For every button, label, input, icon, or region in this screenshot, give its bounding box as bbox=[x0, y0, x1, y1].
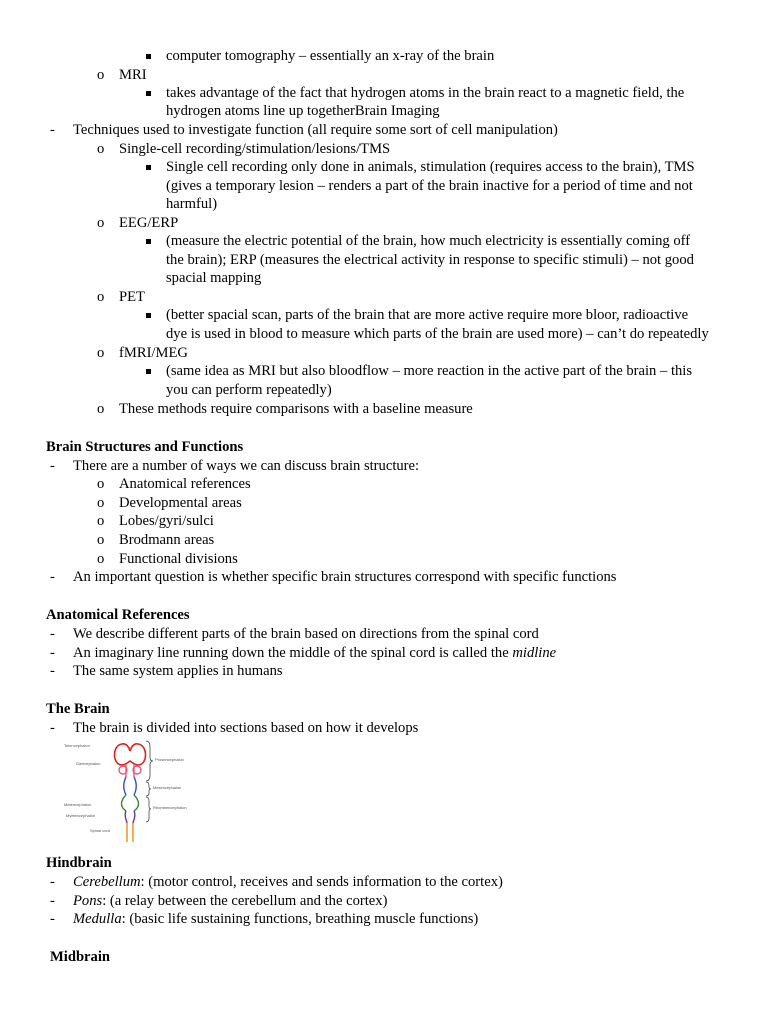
dash-bullet: - bbox=[50, 645, 55, 661]
diencephalon-label: Diencephalon bbox=[76, 761, 101, 766]
structure-item: Brodmann areas bbox=[119, 532, 215, 548]
circle-bullet: o bbox=[97, 476, 105, 492]
circle-bullet: o bbox=[97, 289, 105, 305]
brain-line-1: The brain is divided into sections based on how it develops bbox=[73, 720, 419, 736]
structures-question: An important question is whether specific brain structures correspond with specific functions bbox=[73, 569, 617, 585]
structures-heading: Brain Structures and Functions bbox=[46, 439, 244, 455]
structure-item: Lobes/gyri/sulci bbox=[119, 513, 214, 529]
dash-bullet: - bbox=[50, 874, 55, 890]
scr-text-2: (gives a temporary lesion – renders a part of the brain inactive for a period of time and not bbox=[166, 178, 693, 194]
eeg-label: EEG/ERP bbox=[119, 215, 179, 231]
telencephalon-shape bbox=[115, 744, 146, 765]
rhombencephalon-label: Rhombencephalon bbox=[153, 805, 187, 810]
square-bullet bbox=[146, 91, 151, 96]
brain-heading: The Brain bbox=[46, 701, 110, 717]
circle-bullet: o bbox=[97, 141, 105, 157]
scr-text-3: harmful) bbox=[166, 196, 218, 212]
pons-line bbox=[73, 892, 387, 910]
circle-bullet: o bbox=[97, 345, 105, 361]
myelencephalon-label: Myelencephalon bbox=[66, 813, 96, 818]
dash-bullet: - bbox=[50, 458, 55, 474]
spinal-cord-shape bbox=[127, 823, 133, 842]
brain-development-diagram bbox=[60, 739, 230, 844]
rhombencephalon-brace bbox=[146, 797, 151, 822]
dash-bullet: - bbox=[50, 626, 55, 642]
dash-bullet: - bbox=[50, 911, 55, 927]
structure-item: Functional divisions bbox=[119, 551, 238, 567]
myelencephalon-shape bbox=[125, 811, 135, 823]
cerebellum-term: Cerebellum bbox=[73, 874, 141, 890]
anatomical-line-1: We describe different parts of the brain based on directions from the spinal cord bbox=[73, 626, 539, 642]
medulla-line bbox=[73, 910, 478, 928]
cerebellum-text: : (motor control, receives and sends information to the cortex) bbox=[140, 874, 503, 890]
medulla-term: Medulla bbox=[73, 911, 122, 927]
eeg-text-1: (measure the electric potential of the brain, how much electricity is essentially coming off bbox=[166, 233, 691, 249]
mesencephalon-shape bbox=[124, 777, 137, 795]
pet-text-2: dye is used in blood to measure which parts of the brain are used more) – can’t do repeatedly bbox=[166, 326, 709, 342]
square-bullet bbox=[146, 165, 151, 170]
baseline-text: These methods require comparisons with a baseline measure bbox=[119, 401, 473, 417]
dash-bullet: - bbox=[50, 893, 55, 909]
cerebellum-line bbox=[73, 873, 503, 891]
fmri-text-1: (same idea as MRI but also bloodflow – more reaction in the active part of the brain – this bbox=[166, 363, 693, 379]
telencephalon-label: Telencephalon bbox=[64, 743, 90, 748]
mri-text-1: takes advantage of the fact that hydrogen atoms in the brain react to a magnetic field, the bbox=[166, 85, 685, 101]
structures-intro: There are a number of ways we can discuss brain structure: bbox=[73, 458, 420, 474]
dash-bullet: - bbox=[50, 663, 55, 679]
anatomical-heading: Anatomical References bbox=[46, 607, 190, 623]
metencephalon-label: Metencephalon bbox=[64, 802, 92, 807]
square-bullet bbox=[146, 54, 151, 59]
anatomical-line-2-text: An imaginary line running down the middle of the spinal cord is called the bbox=[73, 645, 513, 661]
circle-bullet: o bbox=[97, 513, 105, 529]
circle-bullet: o bbox=[97, 67, 105, 83]
mri-text-2: hydrogen atoms line up togetherBrain Imaging bbox=[166, 103, 440, 119]
metencephalon-shape bbox=[122, 795, 139, 811]
fmri-label: fMRI/MEG bbox=[119, 345, 188, 361]
techniques-intro: Techniques used to investigate function (all require some sort of cell manipulation) bbox=[73, 122, 558, 138]
structure-item: Developmental areas bbox=[119, 495, 242, 511]
eeg-text-3: spacial mapping bbox=[166, 270, 262, 286]
eeg-text-2: the brain); ERP (measures the electrical activity in response to specific stimuli) – not good bbox=[166, 252, 694, 268]
scr-label: Single-cell recording/stimulation/lesions/TMS bbox=[119, 141, 391, 157]
pons-text: : (a relay between the cerebellum and the cortex) bbox=[102, 893, 388, 909]
midbrain-heading: Midbrain bbox=[50, 949, 111, 965]
pons-term: Pons bbox=[73, 893, 103, 909]
structure-item: Anatomical references bbox=[119, 476, 251, 492]
mesencephalon-brace bbox=[146, 782, 151, 796]
medulla-text: : (basic life sustaining functions, breathing muscle functions) bbox=[121, 911, 479, 927]
prosencephalon-brace bbox=[146, 741, 153, 781]
spinal-cord-label: Spinal cord bbox=[90, 828, 111, 833]
dash-bullet: - bbox=[50, 569, 55, 585]
pet-label: PET bbox=[119, 289, 145, 305]
prosencephalon-label: Prosencephalon bbox=[155, 757, 184, 762]
dash-bullet: - bbox=[50, 122, 55, 138]
square-bullet bbox=[146, 239, 151, 244]
square-bullet bbox=[146, 313, 151, 318]
mesencephalon-label: Mesencephalon bbox=[153, 785, 182, 790]
circle-bullet: o bbox=[97, 532, 105, 548]
square-bullet bbox=[146, 369, 151, 374]
circle-bullet: o bbox=[97, 551, 105, 567]
anatomical-line-2 bbox=[73, 644, 556, 662]
ct-text: computer tomography – essentially an x-ray of the brain bbox=[166, 48, 495, 64]
pet-text-1: (better spacial scan, parts of the brain that are more active require more bloor, radioactive bbox=[166, 307, 689, 323]
hindbrain-heading: Hindbrain bbox=[46, 855, 112, 871]
anatomical-line-3: The same system applies in humans bbox=[73, 663, 283, 679]
dash-bullet: - bbox=[50, 720, 55, 736]
scr-text-1: Single cell recording only done in animals, stimulation (requires access to the brain), TMS bbox=[166, 159, 695, 175]
mri-label: MRI bbox=[119, 67, 147, 83]
circle-bullet: o bbox=[97, 495, 105, 511]
circle-bullet: o bbox=[97, 401, 105, 417]
fmri-text-2: you can perform repeatedly) bbox=[166, 382, 332, 398]
midline-term: midline bbox=[512, 645, 557, 661]
circle-bullet: o bbox=[97, 215, 105, 231]
